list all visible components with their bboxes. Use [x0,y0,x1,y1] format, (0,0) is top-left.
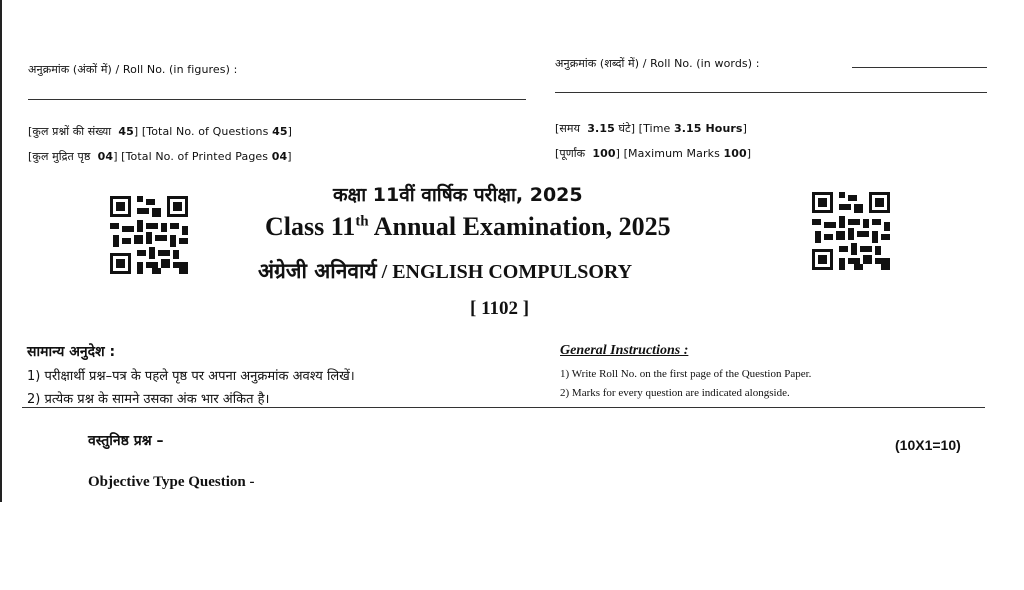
subject-title: अंग्रेजी अनिवार्य / ENGLISH COMPULSORY [258,259,633,283]
roll-no-figures-label: अनुक्रमांक (अंकों में) / Roll No. (in figures) : [28,63,238,76]
instruction-hindi-2: 2) प्रत्येक प्रश्न के सामने उसका अंक भार अंकित है। [27,392,270,407]
section-heading-hindi: वस्तुनिष्ठ प्रश्न – [88,433,164,449]
instructions-heading-english: General Instructions : [560,343,689,358]
roll-no-words-label: अनुक्रमांक (शब्दों में) / Roll No. (in words) : [555,57,760,70]
instructions-divider [22,407,985,408]
instruction-english-2: 2) Marks for every question are indicated alongside. [560,387,790,399]
total-questions: [कुल प्रश्नों की संख्या 45] [Total No. of Questions 45] [28,125,292,138]
section-heading-english: Objective Type Question - [88,474,255,490]
total-pages: [कुल मुद्रित पृष्ठ 04] [Total No. of Printed Pages 04] [28,150,292,163]
maximum-marks: [पूर्णांक 100] [Maximum Marks 100] [555,147,752,160]
instruction-hindi-1: 1) परीक्षार्थी प्रश्न–पत्र के पहले पृष्ठ पर अपना अनुक्रमांक अवश्य लिखें। [27,369,355,384]
exam-title-english: Class 11th Annual Examination, 2025 [265,212,671,241]
exam-title-hindi: कक्षा 11वीं वार्षिक परीक्षा, 2025 [333,184,583,206]
qr-code-right [812,192,890,270]
instructions-heading-hindi: सामान्य अनुदेश : [27,344,116,360]
left-border [0,0,2,502]
time-allowed: [समय 3.15 घंटे] [Time 3.15 Hours] [555,122,747,135]
roll-figures-line [28,99,526,100]
qr-code-left [110,196,188,274]
section-marks: (10X1=10) [895,437,961,453]
roll-words-blank [852,67,987,68]
roll-words-line [555,92,987,93]
subject-code: [ 1102 ] [470,298,530,319]
instruction-english-1: 1) Write Roll No. on the first page of the Question Paper. [560,368,812,380]
